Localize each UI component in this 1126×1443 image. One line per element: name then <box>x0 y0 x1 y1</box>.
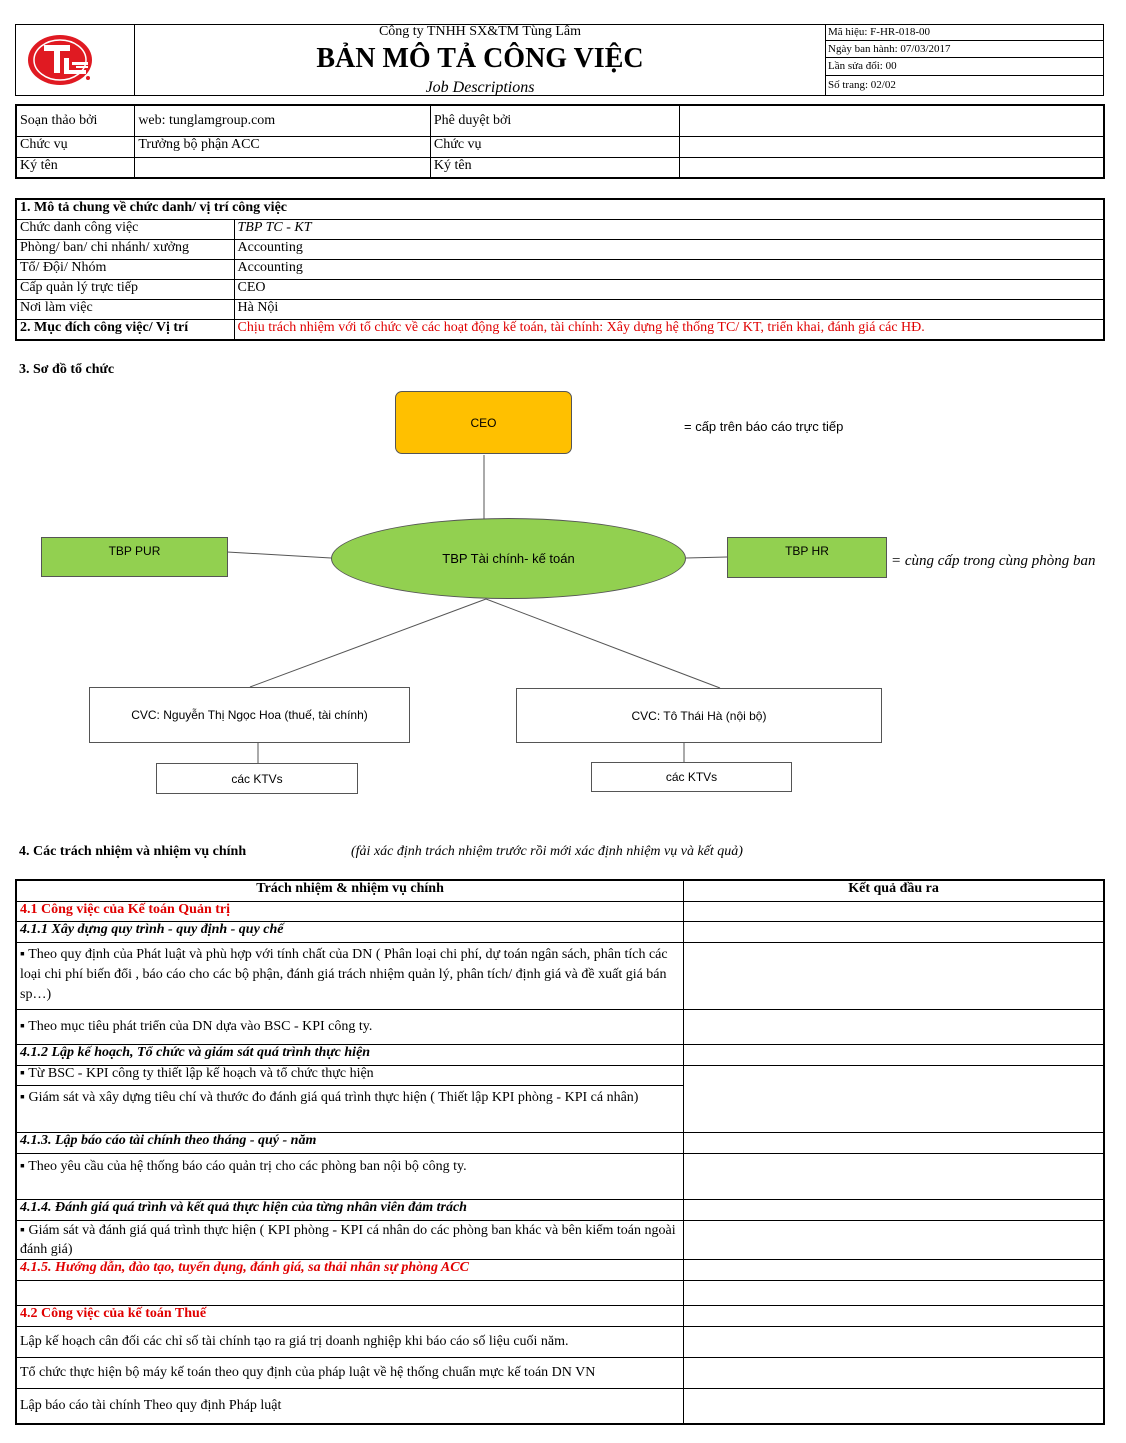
section2-heading: 2. Mục đích công việc/ Vị trí <box>16 319 234 340</box>
ceo-legend-note: = cấp trên báo cáo trực tiếp <box>684 419 844 434</box>
table-row <box>16 1388 1104 1424</box>
column-header-outputs: Kết quả đầu ra <box>684 880 1104 901</box>
workplace-value: Hà Nội <box>234 299 1104 319</box>
table-row <box>16 1259 1104 1280</box>
table-row <box>16 901 1104 921</box>
org-node-sub-right-label: CVC: Tô Thái Hà (nội bộ) <box>631 708 767 723</box>
task-subheading-4-1-1: 4.1.1 Xây dựng quy trình - quy định - quy chế <box>16 921 684 942</box>
company-name: Công ty TNHH SX&TM Tùng Lâm <box>378 24 582 39</box>
peer-legend-note: = cùng cấp trong cùng phòng ban <box>891 553 1096 569</box>
task-item: ▪ Giám sát và đánh giá quá trình thực hiện ( KPI phòng - KPI cá nhân do các phòng ban khác và bên kiểm toán ngoài đánh giá) <box>16 1220 684 1259</box>
task-item: ▪ Từ BSC - KPI công ty thiết lập kế hoạch và tổ chức thực hiện <box>16 1065 684 1085</box>
signature-label-left: Ký tên <box>16 157 135 178</box>
output-cell[interactable] <box>684 1357 1104 1388</box>
table-row <box>16 921 1104 942</box>
job-title-label: Chức danh công việc <box>16 219 234 239</box>
table-row <box>16 1199 1104 1220</box>
task-item: Lập báo cáo tài chính Theo quy định Pháp luật <box>16 1388 684 1424</box>
org-node-ktv-right-label: các KTVs <box>665 770 718 784</box>
task-item: ▪ Giám sát và xây dựng tiêu chí và thước đo đánh giá quá trình thực hiện ( Thiết lập KPI phòng - KPI cá nhân) <box>16 1085 684 1132</box>
org-node-right-peer-label: TBP HR <box>785 544 829 558</box>
approved-by-label: Phê duyệt bởi <box>430 105 680 136</box>
output-cell[interactable] <box>684 1280 1104 1305</box>
table-row <box>16 1009 1104 1044</box>
task-subheading-4-1-5: 4.1.5. Hướng dẫn, đào tạo, tuyển dụng, đánh giá, sa thải nhân sự phòng ACC <box>16 1259 684 1280</box>
org-node-sub-left-label: CVC: Nguyễn Thị Ngọc Hoa (thuế, tài chính) <box>131 708 368 722</box>
task-item: ▪ Theo quy định của Phát luật và phù hợp với tính chất của DN ( Phân loại chi phí, dự toán ngân sách, phân tích các loại chi phí biến đổi , báo cáo cho các bộ phận, đánh giá trách nhiệm quản lý, phân tích/ định giá và đề xuất giá bán sp…) <box>16 942 684 1009</box>
document-subtitle: Job Descriptions <box>425 79 535 96</box>
task-subheading-4-1-4: 4.1.4. Đánh giá quá trình và kết quả thực hiện của từng nhân viên đảm trách <box>16 1199 684 1220</box>
table-row <box>16 1220 1104 1259</box>
task-item: Lập kế hoạch cân đối các chỉ số tài chính tạo ra giá trị doanh nghiệp khi báo cáo số liệu cuối năm. <box>16 1326 684 1357</box>
org-node-sub-right <box>516 688 882 743</box>
meta-revision: Lần sửa đổi: 00 <box>825 58 1104 76</box>
table-row <box>16 1153 1104 1199</box>
signature-label-right: Ký tên <box>430 157 680 178</box>
task-item: ▪ Theo yêu cầu của hệ thống báo cáo quản trị cho các phòng ban nội bộ công ty. <box>16 1153 684 1199</box>
output-cell[interactable] <box>684 1132 1104 1153</box>
output-cell[interactable] <box>684 1199 1104 1220</box>
output-cell[interactable] <box>684 1044 1104 1065</box>
task-heading-4-2: 4.2 Công việc của kế toán Thuế <box>16 1305 684 1326</box>
org-node-left-peer <box>41 537 228 577</box>
org-node-ktv-right <box>591 762 792 792</box>
output-cell[interactable] <box>684 921 1104 942</box>
org-node-center <box>331 518 686 599</box>
org-node-ktv-left <box>156 763 358 794</box>
table-header-row <box>16 880 1104 901</box>
meta-code: Mã hiệu: F-HR-018-00 <box>825 24 1104 41</box>
section4-heading: 4. Các trách nhiệm và nhiệm vụ chính <box>19 844 247 859</box>
output-cell[interactable] <box>684 1009 1104 1044</box>
table-row <box>16 1065 1104 1085</box>
output-cell[interactable] <box>684 942 1104 1009</box>
task-subheading-4-1-2: 4.1.2 Lập kế hoạch, Tổ chức và giám sát quá trình thực hiện <box>16 1044 684 1065</box>
responsibilities-table <box>15 879 1105 1425</box>
section3-heading: 3. Sơ đồ tổ chức <box>19 362 115 377</box>
task-subheading-4-1-3: 4.1.3. Lập báo cáo tài chính theo tháng - quý - năm <box>16 1132 684 1153</box>
team-value: Accounting <box>234 259 1104 279</box>
output-cell[interactable] <box>684 1220 1104 1259</box>
column-header-tasks: Trách nhiệm & nhiệm vụ chính <box>16 880 684 901</box>
job-title-value: TBP TC - KT <box>234 219 1104 239</box>
output-cell[interactable] <box>684 1388 1104 1424</box>
output-cell[interactable] <box>684 1153 1104 1199</box>
table-row <box>16 1305 1104 1326</box>
org-node-ceo-label: CEO <box>470 415 497 430</box>
table-row <box>16 942 1104 1009</box>
org-node-ktv-left-label: các KTVs <box>231 771 283 786</box>
prepared-by-label: Soạn thảo bởi <box>16 105 135 136</box>
workplace-label: Nơi làm việc <box>16 299 234 319</box>
output-cell[interactable] <box>684 1305 1104 1326</box>
table-row <box>16 1326 1104 1357</box>
org-node-sub-left <box>89 687 410 743</box>
table-row <box>16 1280 1104 1305</box>
org-node-ceo <box>395 391 572 454</box>
document-title: BẢN MÔ TẢ CÔNG VIỆC <box>316 43 644 74</box>
manager-label: Cấp quản lý trực tiếp <box>16 279 234 299</box>
meta-page: Số trang: 02/02 <box>828 79 896 91</box>
department-value: Accounting <box>234 239 1104 259</box>
position-label-right: Chức vụ <box>430 136 680 157</box>
output-cell[interactable] <box>684 1065 1104 1132</box>
table-row <box>16 1357 1104 1388</box>
output-cell[interactable] <box>684 901 1104 921</box>
position-value-left: Trưởng bộ phận ACC <box>135 136 431 157</box>
prepared-by-value: web: tunglamgroup.com <box>135 105 431 136</box>
output-cell[interactable] <box>684 1326 1104 1357</box>
table-row <box>16 1044 1104 1065</box>
task-item: ▪ Theo mục tiêu phát triển của DN dựa vào BSC - KPI công ty. <box>16 1009 684 1044</box>
task-heading-4-1: 4.1 Công việc của Kế toán Quản trị <box>16 901 684 921</box>
org-node-left-peer-label: TBP PUR <box>108 544 161 558</box>
task-item: Tổ chức thực hiện bộ máy kế toán theo quy định của pháp luật về hệ thống chuẩn mực kế toán DN VN <box>16 1357 684 1388</box>
section4-note: (fải xác định trách nhiệm trước rồi mới xác định nhiệm vụ và kết quả) <box>351 844 743 859</box>
org-node-center-label: TBP Tài chính- kế toán <box>442 551 575 566</box>
task-item-empty <box>16 1280 684 1305</box>
output-cell[interactable] <box>684 1259 1104 1280</box>
department-label: Phòng/ ban/ chi nhánh/ xưởng <box>16 239 234 259</box>
meta-issue-date: Ngày ban hành: 07/03/2017 <box>825 41 1104 58</box>
table-row <box>16 1132 1104 1153</box>
section1-heading: 1. Mô tả chung về chức danh/ vị trí công việc <box>16 199 1104 219</box>
team-label: Tổ/ Đội/ Nhóm <box>16 259 234 279</box>
section2-value: Chịu trách nhiệm với tổ chức về các hoạt động kế toán, tài chính: Xây dựng hệ thống TC/ KT, triển khai, đánh giá các HĐ. <box>234 319 1104 340</box>
position-label-left: Chức vụ <box>16 136 135 157</box>
org-node-right-peer <box>727 537 887 578</box>
manager-value: CEO <box>234 279 1104 299</box>
